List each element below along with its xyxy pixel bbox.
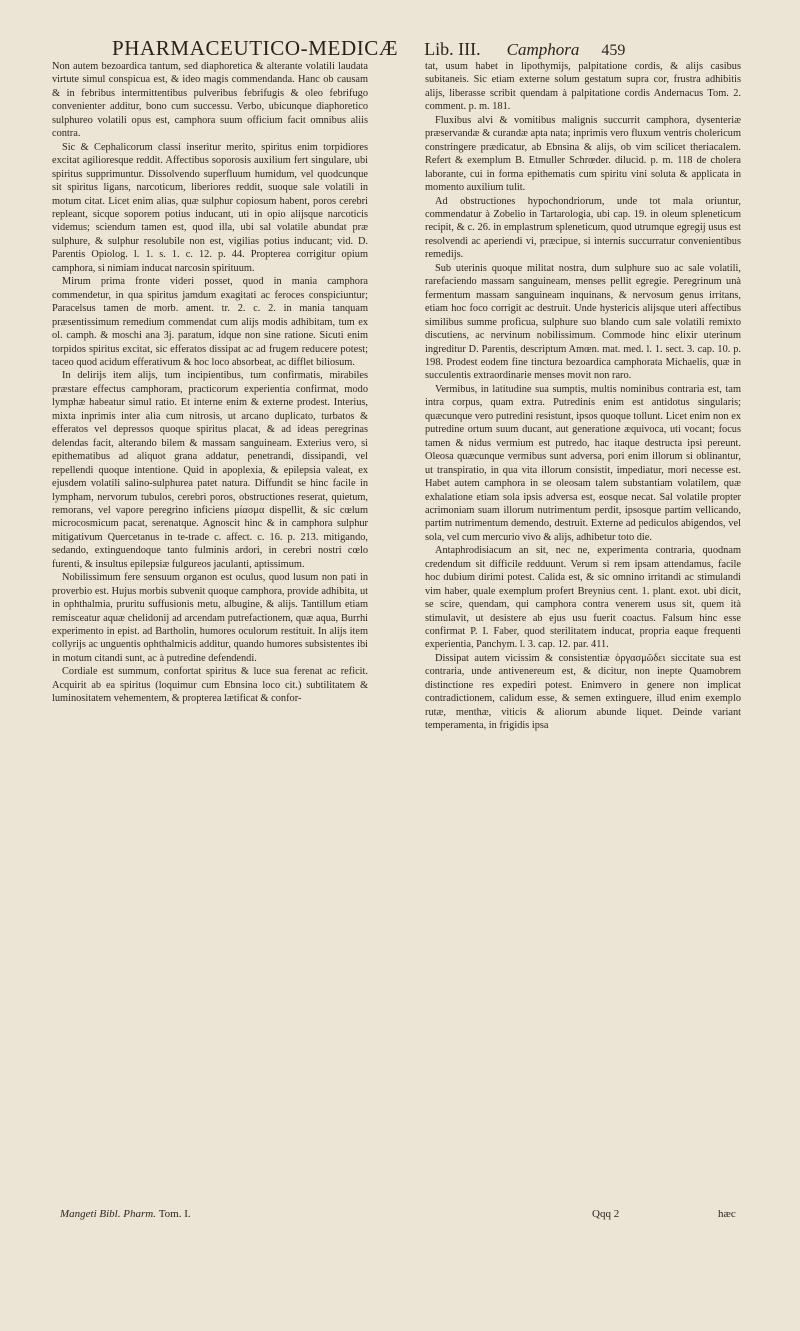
running-title: PHARMACEUTICO-MEDICÆ: [112, 36, 399, 60]
paragraph: Dissipat autem vicissim & consistentiæ ὀργασμῶδει siccitate sua est contraria, unde antivenereum est, & dicitur, non inepte Quamobrem distinctione res expediri potest. Enimvero in genere non implicat contradictionem, calidum esse, & semen extinguere, illud enim exemplo rutæ, menthæ, viticis & aliorum abunde liquet. Deinde variant temperamenta, in frigidis ipsa: [425, 652, 741, 732]
signature-mark: Qqq 2: [592, 1208, 620, 1220]
footer-book-title: [60, 1208, 191, 1220]
left-column: [52, 60, 368, 706]
right-column: [425, 60, 741, 733]
paragraph: Vermibus, in latitudine sua sumptis, multis nominibus contraria est, tam intra corpus, quam extra. Putredinis enim est antidotus singularis; quæcunque vero putredini resistunt, ipsos quoque tollunt. Licet enim non ex putredine ortum suum ducant, aut generatione æquivoca, uti vocant; focus tamen & nidus vermium est putredo, hac itaque destructa ipsi pereunt. Oleosa quæcunque vermibus sunt adversa, pori enim illorum si oblinantur, ut transpiratio, in qua vita illorum consistit, impediatur, mori necesse est. Habet autem camphora in se oleosam talem substantiam volatilem, quæ exhalatione etiam sola ipsis adversa est, eosque necat. Sal volatile propter acrimoniam suam illorum nutrimentum perdit, ipsosque partim vellicando, partim nutrimentum demendo, destruit. Externe ad pediculos abigendos, vel sola, vel cum mercurio vivo & alijs, adhibetur toto die.: [425, 383, 741, 543]
paragraph: Nobilissimum fere sensuum organon est oculus, quod lusum non pati in proverbio est. Hujus morbis subvenit quoque camphora, provide adhibita, ut in ophthalmia, pruritu suffusionis metu, albugine, & alijs. Tantillum etiam remisceatur aquæ chelidonij ad arcendam putrefactionem, quæ aqua, Burrhi experimento in epist. ad Bartholin, humores oculorum restituit. In alijs item collyrijs ac unguentis ophthalmicis additur, quando humores subsistentes ibi in motum citandi sunt, ac à putredine defendendi.: [52, 572, 368, 664]
paragraph: Sub uterinis quoque militat nostra, dum sulphure suo ac sale volatili, rarefaciendo massam sanguineam, menses pellit egregie. Peregrinum unà fermentum massam sanguineam inquinans, & nervosum genus irritans, etiam hoc foco corrigit ac destruit. Unde hystericis alijsque uteri affectibus similibus summe proficua, sulphure suo blando cum sale volatili remixto discutiens, ac nervinum nobilissimum. Commode hinc elixir uterinum ingreditur D. Parentis, descriptum Amœn. mat. med. l. 1. sect. 3. cap. 10. p. 198. Prodest eodem fine tinctura bezoardica camphorata Michaelis, quæ in succulentis extraordinarie menses movit non raro.: [425, 262, 741, 382]
paragraph: tat, usum habet in lipothymijs, palpitatione cordis, & alijs casibus subitaneis. Sic etiam externe solum gestatum supra cor, frustra adhibitis alijs, liberasse scribit quendam à palpitatione cordis Andernacus Tom. 2. comment. p. m. 181.: [425, 61, 741, 113]
paragraph: Antaphrodisiacum an sit, nec ne, experimenta contraria, quodnam credendum sit difficile redduunt. Verum si rem ipsam attendamus, facile hoc dubium dirimi potest. Calida est, & sic omnino irritandi ac stimulandi vim haber, quale exemplum profert Breynius cent. 1. plant. exot. ubi dicit, se scire, quendam, qui camphora contra venerem usus sit, quem ità stimulavit, ut desistere ab ejus usu fuerit coactus. Falsum hinc esse confirmat P. I. Faber, quod sterilitatem inducat, propria eaque frequenti experientia, Panchym. l. 3. cap. 12. par. 411.: [425, 545, 741, 651]
book-number: Lib. III.: [424, 39, 481, 59]
paragraph: Fluxibus alvi & vomitibus malignis succurrit camphora, dysenteriæ præservandæ & curandæ apta nata; inprimis vero fluxum ventris cholericum constringere prædicatur, ab Ebnsina & alijs, ob vim scilicet theriacalem. Refert & exemplum B. Etmuller Schrœder. dilucid. p. m. 118 de cholera laborante, cui in forma epithematis cum spiritu vini soluta & applicata in momento auxilium tulit.: [425, 114, 741, 194]
paragraph: Cordiale est summum, confortat spiritus & luce sua ferenat ac reficit. Acquirit ab ea spiritus (loquimur cum Ebnsina loco cit.) subtilitatem & luminositatem vehementem, & propterea lætificat & confor-: [52, 666, 368, 705]
paragraph: In delirijs item alijs, tum incipientibus, tum confirmatis, mirabiles præstare effectus camphoram, practicorum experientia confirmat, modo lymphæ habeatur simul ratio. Et interne enim & externe prodest. Interius, mixta inprimis inter alia cum nitrosis, ut arcano duplicato, turbatos & efferatos vel depressos quoque spiritus placat, & ad ideas peregrinas delendas facit, alterando bilem & massam sanguineam. Exterius vero, si epithematibus ad aliquot grana addatur, penetrandi, dissipandi, vel repellendi quoque intentione. Quid in apoplexia, & epilepsia valeat, ex ejusdem volatili salino-sulphurea patet natura. Diffundit se hinc facile in lympham, nervorum tubulos, cerebri poros, obstructiones reserat, quietum, remorans, vel vapore peregrino inficiens μίασμα dispellit, & sic cœlum microcosmicum pacat, serenatque. Agnoscit hinc & in camphora sulphur mitigativum Quercetanus in te-trade c. affect. c. 16. p. 213. mitigando, sedando, extinguendoque tanto fulminis ardori, in cerebri nostri cœlo furenti, & insultus epilepsiæ fulgureos jaculanti, aptissimum.: [52, 370, 368, 570]
paragraph: Ad obstructiones hypochondriorum, unde tot mala oriuntur, commendatur à Zobelio in Tartarologia, ubi cap. 19. in oleum spleneticum recipit, & c. 26. in emplastrum spleneticum, quod utrumque egregij usus est resolvendi ac aperiendi vi, præcipue, si internis succurratur convenientibus remedijs.: [425, 195, 741, 261]
footer-title: Mangeti Bibl. Pharm.: [60, 1208, 156, 1220]
header-catchword: Camphora: [506, 40, 580, 59]
paragraph: Mirum prima fronte videri posset, quod in mania camphora commendetur, in qua spiritus jamdum exagitati ac feroces conspiciuntur; Paracelsus tamen de morb. ament. tr. 2. c. 2. in mania tanquam præsentissimum remedium commendat cum alijs modis adhibitam, tum ex ol. camph. & moschi ana 3j. paratum, idque non sine ratione. Sicuti enim torpidos spiritus excitat, sic efferatos dissipat ac ad frugem reducere potest; taceo quod acidum efferativum & hoc loco absorbeat, ac difflet biliosum.: [52, 276, 368, 368]
footer-volume: Tom. I.: [158, 1208, 191, 1220]
paragraph: Sic & Cephalicorum classi inseritur merito, spiritus enim torpidiores excitat agilioresque reddit. Affectibus soporosis auxilium fert singulare, ubi spiritus supprimuntur. Dissolvendo superfluum humidum, vel quodcunque sit spiritus ligans, narcoticum, liberiores reddit, suoque sale volatili in motum citat. Licet enim alias, quæ sulphur copiosum habent, poros cerebri repleant, sicque soporem potius inducant, uti in opio alijsque narcoticis videmus; sciendum tamen est, quod illa, ubi sal volatile abundat præ sulphure, & sulphur resolubile non est, vigilias potius inducant; vid. D. Parentis Opiolog. l. 1. s. 1. c. 12. p. 44. Propterea corrigitur opium camphora, si nimiam inducat narcosin spirituum.: [52, 141, 368, 274]
paragraph: Non autem bezoardica tantum, sed diaphoretica & alterante volatili laudata virtute simul conspicua est, & ideo magis commendanda. Hanc ob causam & in febribus intermittentibus pulveribus febrifugis & oleo febrifugo convenienter additur, bono cum successu. Verbo, ubicunque diaphoretico sulphureo volatili opus est, camphora suum officium facit omnibus aliis contra.: [52, 61, 368, 140]
footer-catchword: hæc: [718, 1208, 736, 1220]
page-number: 459: [601, 42, 626, 59]
